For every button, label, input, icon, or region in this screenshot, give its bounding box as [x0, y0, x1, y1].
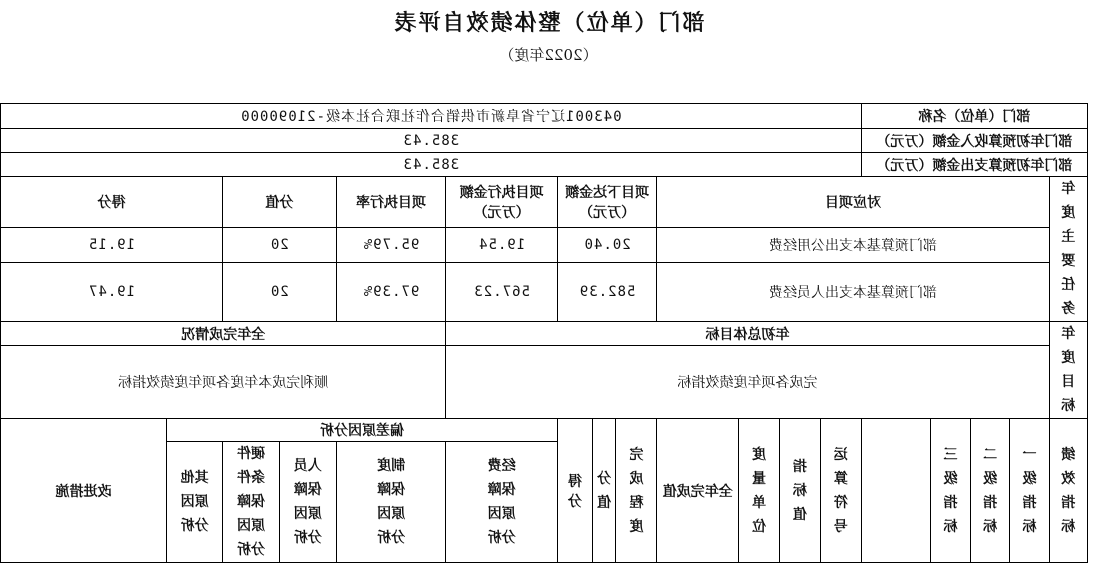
task-project: 部门预算基本支出公用经费: [657, 227, 1049, 262]
unit-header: 度量单位: [739, 419, 780, 563]
task-row: [1, 262, 1088, 321]
tasks-executed-header: 项目执行金额（万元）: [446, 177, 557, 228]
score-header: 得分: [557, 419, 592, 563]
dev-staff-header: 人员保障原因分析: [279, 442, 336, 563]
level3-header: 三级指标: [930, 419, 970, 563]
operator-header: 运算符号: [820, 419, 861, 563]
task-weight: 20: [223, 227, 337, 262]
dev-system-header: 制度保障原因分析: [336, 442, 446, 563]
tasks-side-label: 年度主要任务: [1049, 177, 1087, 322]
task-weight: 20: [223, 262, 337, 321]
tasks-weight-header: 分值: [223, 177, 337, 228]
budget-expense-label: 部门年初预算支出金额（万元）: [861, 153, 1087, 177]
goals-side-label: 年度目标: [1049, 322, 1087, 419]
task-row: [1, 227, 1088, 262]
task-executed: 19.54: [446, 227, 557, 262]
tasks-score-header: 得分: [1, 177, 223, 228]
level2-header: 二级指标: [971, 419, 1010, 563]
deviation-group-header: 偏差原因分析: [167, 419, 558, 442]
goals-done-header: 全年完成情况: [1, 322, 446, 346]
improvement-header: 改进措施: [1, 419, 167, 563]
department-name-label: 部门（单位）名称: [861, 104, 1087, 129]
dev-funding-header: 经费保障原因分析: [446, 442, 557, 563]
target-header: 指标值: [779, 419, 820, 563]
evaluation-table: [0, 103, 1088, 563]
page-subtitle: （2022年度）: [499, 46, 598, 64]
task-rate: 95.79%: [336, 227, 446, 262]
task-executed: 567.23: [446, 262, 557, 321]
task-budget: 20.40: [557, 227, 657, 262]
indicator-name-header: [861, 419, 930, 563]
page-title: 部门（单位）整体绩效自评表: [392, 10, 705, 36]
header-row: [1, 129, 1088, 153]
indicators-side-label: 绩效指标: [1049, 419, 1087, 563]
tasks-rate-header: 项目执行率: [336, 177, 446, 228]
goals-done-text: 顺利完成本年度各项年度绩效指标: [1, 346, 446, 419]
budget-income-value: 385.43: [1, 129, 862, 153]
header-row: [1, 153, 1088, 177]
task-project: 部门预算基本支出人员经费: [657, 262, 1049, 321]
task-score: 19.47: [1, 262, 223, 321]
goals-initial-header: 年初总体目标: [446, 322, 1049, 346]
tasks-project-header: 对应项目: [657, 177, 1049, 228]
header-row: [1, 104, 1088, 129]
budget-expense-value: 385.43: [1, 153, 862, 177]
tasks-budget-header: 项目下达金额（万元）: [557, 177, 657, 228]
level1-header: 一级指标: [1010, 419, 1049, 563]
actual-header: 全年完成值: [657, 419, 739, 563]
tasks-header-row: [1, 177, 1088, 228]
budget-income-label: 部门年初预算收入金额（万元）: [861, 129, 1087, 153]
goals-row: [1, 346, 1088, 419]
dev-other-header: 其他原因分析: [167, 442, 223, 563]
weight-header: 分值: [592, 419, 616, 563]
indicators-header-row: [1, 419, 1088, 442]
task-rate: 97.39%: [336, 262, 446, 321]
task-budget: 582.39: [557, 262, 657, 321]
completion-header: 完成程度: [616, 419, 657, 563]
dev-hardware-header: 硬件条件保障原因分析: [223, 442, 280, 563]
department-name-value: 043001辽宁省阜新市供销合作社联合社本级-21090000: [1, 104, 862, 129]
task-score: 19.15: [1, 227, 223, 262]
goals-initial-text: 完成各项年度绩效指标: [446, 346, 1049, 419]
goals-header-row: [1, 322, 1088, 346]
